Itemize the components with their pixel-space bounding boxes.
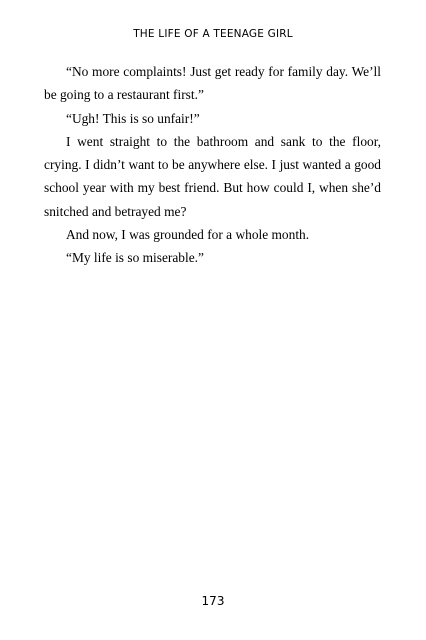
paragraph: “No more complaints! Just get ready for family day. We’ll be going to a restaurant first.”	[44, 64, 381, 103]
paragraph: I went straight to the bathroom and sank to the floor, crying. I didn’t want to be anywhere else. I just wanted a good school year with my best friend. But how could I, when she’d snitched and betrayed me?	[44, 133, 381, 219]
page-number: 173	[201, 594, 225, 608]
paragraph: “My life is so miserable.”	[66, 250, 204, 266]
body-text	[44, 60, 381, 270]
paragraph: “Ugh! This is so unfair!”	[66, 110, 200, 126]
running-header-title: THE LIFE OF A TEENAGE GIRL	[133, 28, 293, 40]
paragraph: And now, I was grounded for a whole month.	[66, 227, 310, 243]
